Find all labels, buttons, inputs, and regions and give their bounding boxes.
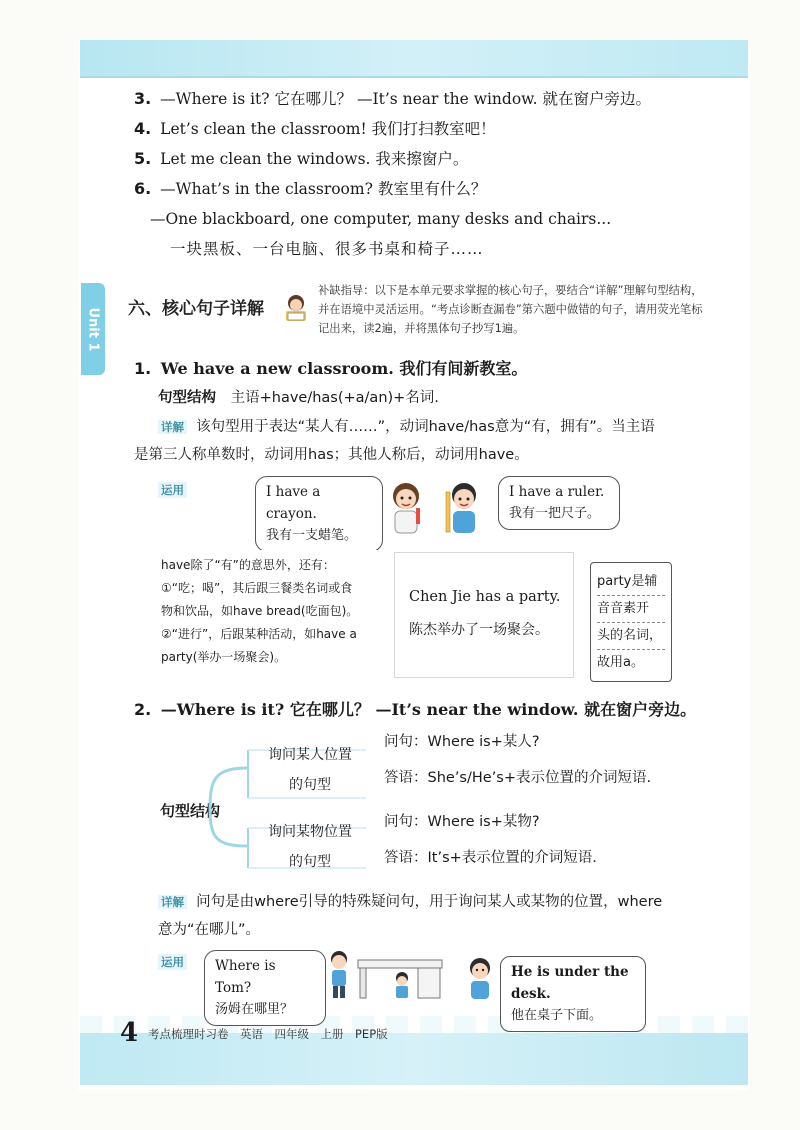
detail-tag: 详解 [158, 895, 187, 909]
branch-line: 的句型 [289, 777, 331, 793]
sentence-number: 6. [134, 179, 152, 198]
sentence-cn: 它在哪儿？ [274, 90, 353, 108]
speech-bubble-where-tom [204, 950, 326, 1026]
extra-2a: ②“进行”，后跟某种活动，如have a [161, 627, 357, 641]
boy-answering-icon [462, 956, 498, 1004]
point-1-structure [158, 386, 439, 407]
point-cn-question: 它在哪儿？ [289, 700, 370, 719]
sentence-en: Let’s clean the classroom! [160, 120, 367, 138]
point-1-detail-line-1 [158, 413, 655, 441]
speech-bubble-under-desk [500, 956, 646, 1032]
bubble-cn: 汤姆在哪里？ [215, 1002, 294, 1017]
unit-tab [81, 283, 105, 375]
answer-person: 答语：She’s/He’s+表示位置的介词短语. [384, 770, 652, 786]
boy-holding-ruler-icon [436, 478, 490, 540]
extra-head: have除了“有”的意思外，还有： [161, 558, 335, 572]
usage-tag: 运用 [158, 482, 187, 498]
unit-tab-label: Unit 1 [85, 306, 101, 352]
sentence-cn: 我们打扫教室吧！ [371, 120, 496, 138]
sentence-3 [134, 88, 651, 110]
point-en: We have a new classroom. [160, 359, 394, 378]
extra-1b: 物和饮品，如have bread(吃面包)。 [161, 604, 359, 618]
sentence-4 [134, 118, 496, 140]
boy-asking-icon [326, 950, 352, 1000]
bubble-cn: 他在桌子下面。 [511, 1008, 603, 1023]
sentence-cn: 我来擦窗户。 [375, 150, 469, 168]
answer-thing: 答语：It’s+表示位置的介词短语. [384, 850, 597, 866]
question-thing: 问句：Where is+某物? [384, 814, 540, 830]
point-number: 2. [134, 700, 152, 719]
point-cn: 我们有间新教室。 [399, 359, 528, 378]
answer-line-cn: 一块黑板、一台电脑、很多书桌和椅子…… [170, 240, 484, 258]
bubble-en: I have a crayon. [266, 484, 321, 522]
example-cn: 陈杰举办了一场聚会。 [409, 622, 549, 638]
speech-bubble-crayon [255, 476, 383, 552]
section-note: 补缺指导：以下是本单元要求掌握的核心句子，要结合“详解”理解句型结构，并在语境中灵活运用。“考点诊断查漏卷”第六题中做错的句子，请用荧光笔标记出来，读2遍，并将黑体句子抄写1遍。 [318, 284, 703, 335]
answer-line-en: —One blackboard, one computer, many desks and chairs... [150, 210, 612, 228]
section-title: 六、核心句子详解 [128, 299, 264, 319]
branch-line: 询问某人位置 [268, 747, 352, 763]
sentence-number: 3. [134, 89, 152, 108]
structure-formula: 主语+have/has(+a/an)+名词. [230, 390, 439, 406]
reading-girl-icon [282, 293, 310, 323]
side-note-line: 故用a。 [597, 655, 644, 670]
detail-tag: 详解 [158, 420, 187, 434]
bubble-cn: 我有一把尺子。 [509, 506, 601, 521]
side-note-box [590, 562, 672, 682]
footer-book-title: 考点梳理时习卷 英语 四年级 上册 PEP版 [148, 1027, 388, 1041]
side-note-line: 音音素开 [597, 596, 665, 623]
sentence-en: Let me clean the windows. [160, 150, 371, 168]
top-decoration-band [80, 40, 748, 78]
have-extra-text [161, 554, 358, 669]
extra-1a: ①“吃；喝”，其后跟三餐类名词或食 [161, 581, 353, 595]
page-number: 4 [120, 1018, 139, 1048]
point-2-detail-line-1 [158, 888, 662, 916]
sentence-cn: 教室里有什么？ [377, 180, 487, 198]
structure-label: 句型结构 [160, 802, 221, 820]
side-note-line: 头的名词， [597, 623, 665, 650]
sentence-number: 5. [134, 149, 152, 168]
point-number: 1. [134, 359, 152, 378]
sentence-6 [134, 178, 486, 200]
branch-line: 询问某物位置 [268, 824, 352, 840]
point-2-heading [134, 697, 696, 720]
side-note-line: party是辅 [597, 569, 665, 596]
bubble-cn: 我有一支蜡笔。 [266, 528, 358, 543]
sentence-5 [134, 148, 468, 170]
point-en-question: —Where is it? [160, 700, 285, 719]
sentence-number: 4. [134, 119, 152, 138]
structure-label: 句型结构 [158, 390, 216, 406]
sentence-en: —Where is it? [160, 90, 270, 108]
sentence-en: —What’s in the classroom? [160, 180, 373, 198]
detail-text: 问句是由where引导的特殊疑问句，用于询问某人或某物的位置，where [196, 894, 663, 910]
sentence-en-answer: —It’s near the window. [356, 90, 538, 108]
usage-tag: 运用 [158, 954, 187, 970]
extra-2b: party(举办一场聚会)。 [161, 650, 287, 664]
example-panel [394, 552, 574, 678]
bubble-en: I have a ruler. [509, 484, 605, 500]
speech-bubble-ruler [498, 476, 620, 530]
detail-text: 该句型用于表达“某人有……”，动词have/has意为“有，拥有”。当主语 [196, 419, 655, 435]
example-en: Chen Jie has a party. [409, 589, 561, 605]
point-cn-answer: 就在窗户旁边。 [584, 700, 697, 719]
point-1-heading [134, 356, 527, 379]
branch-line: 的句型 [289, 854, 331, 870]
sentence-cn-answer: 就在窗户旁边。 [542, 90, 651, 108]
point-2-detail-line-2: 意为“在哪儿”。 [158, 922, 261, 938]
desk-with-boy-icon [356, 956, 444, 1000]
point-en-answer: —It’s near the window. [375, 700, 579, 719]
question-person: 问句：Where is+某人? [384, 734, 540, 750]
girl-holding-crayon-icon [380, 478, 432, 540]
branch-thing [250, 817, 370, 877]
bubble-en: He is under the desk. [511, 964, 629, 1002]
branch-person [250, 740, 370, 800]
bubble-en: Where is Tom? [215, 958, 276, 996]
have-extra-panel [157, 550, 389, 678]
point-1-detail-line-2: 是第三人称单数时，动词用has；其他人称后，动词用have。 [134, 447, 529, 463]
